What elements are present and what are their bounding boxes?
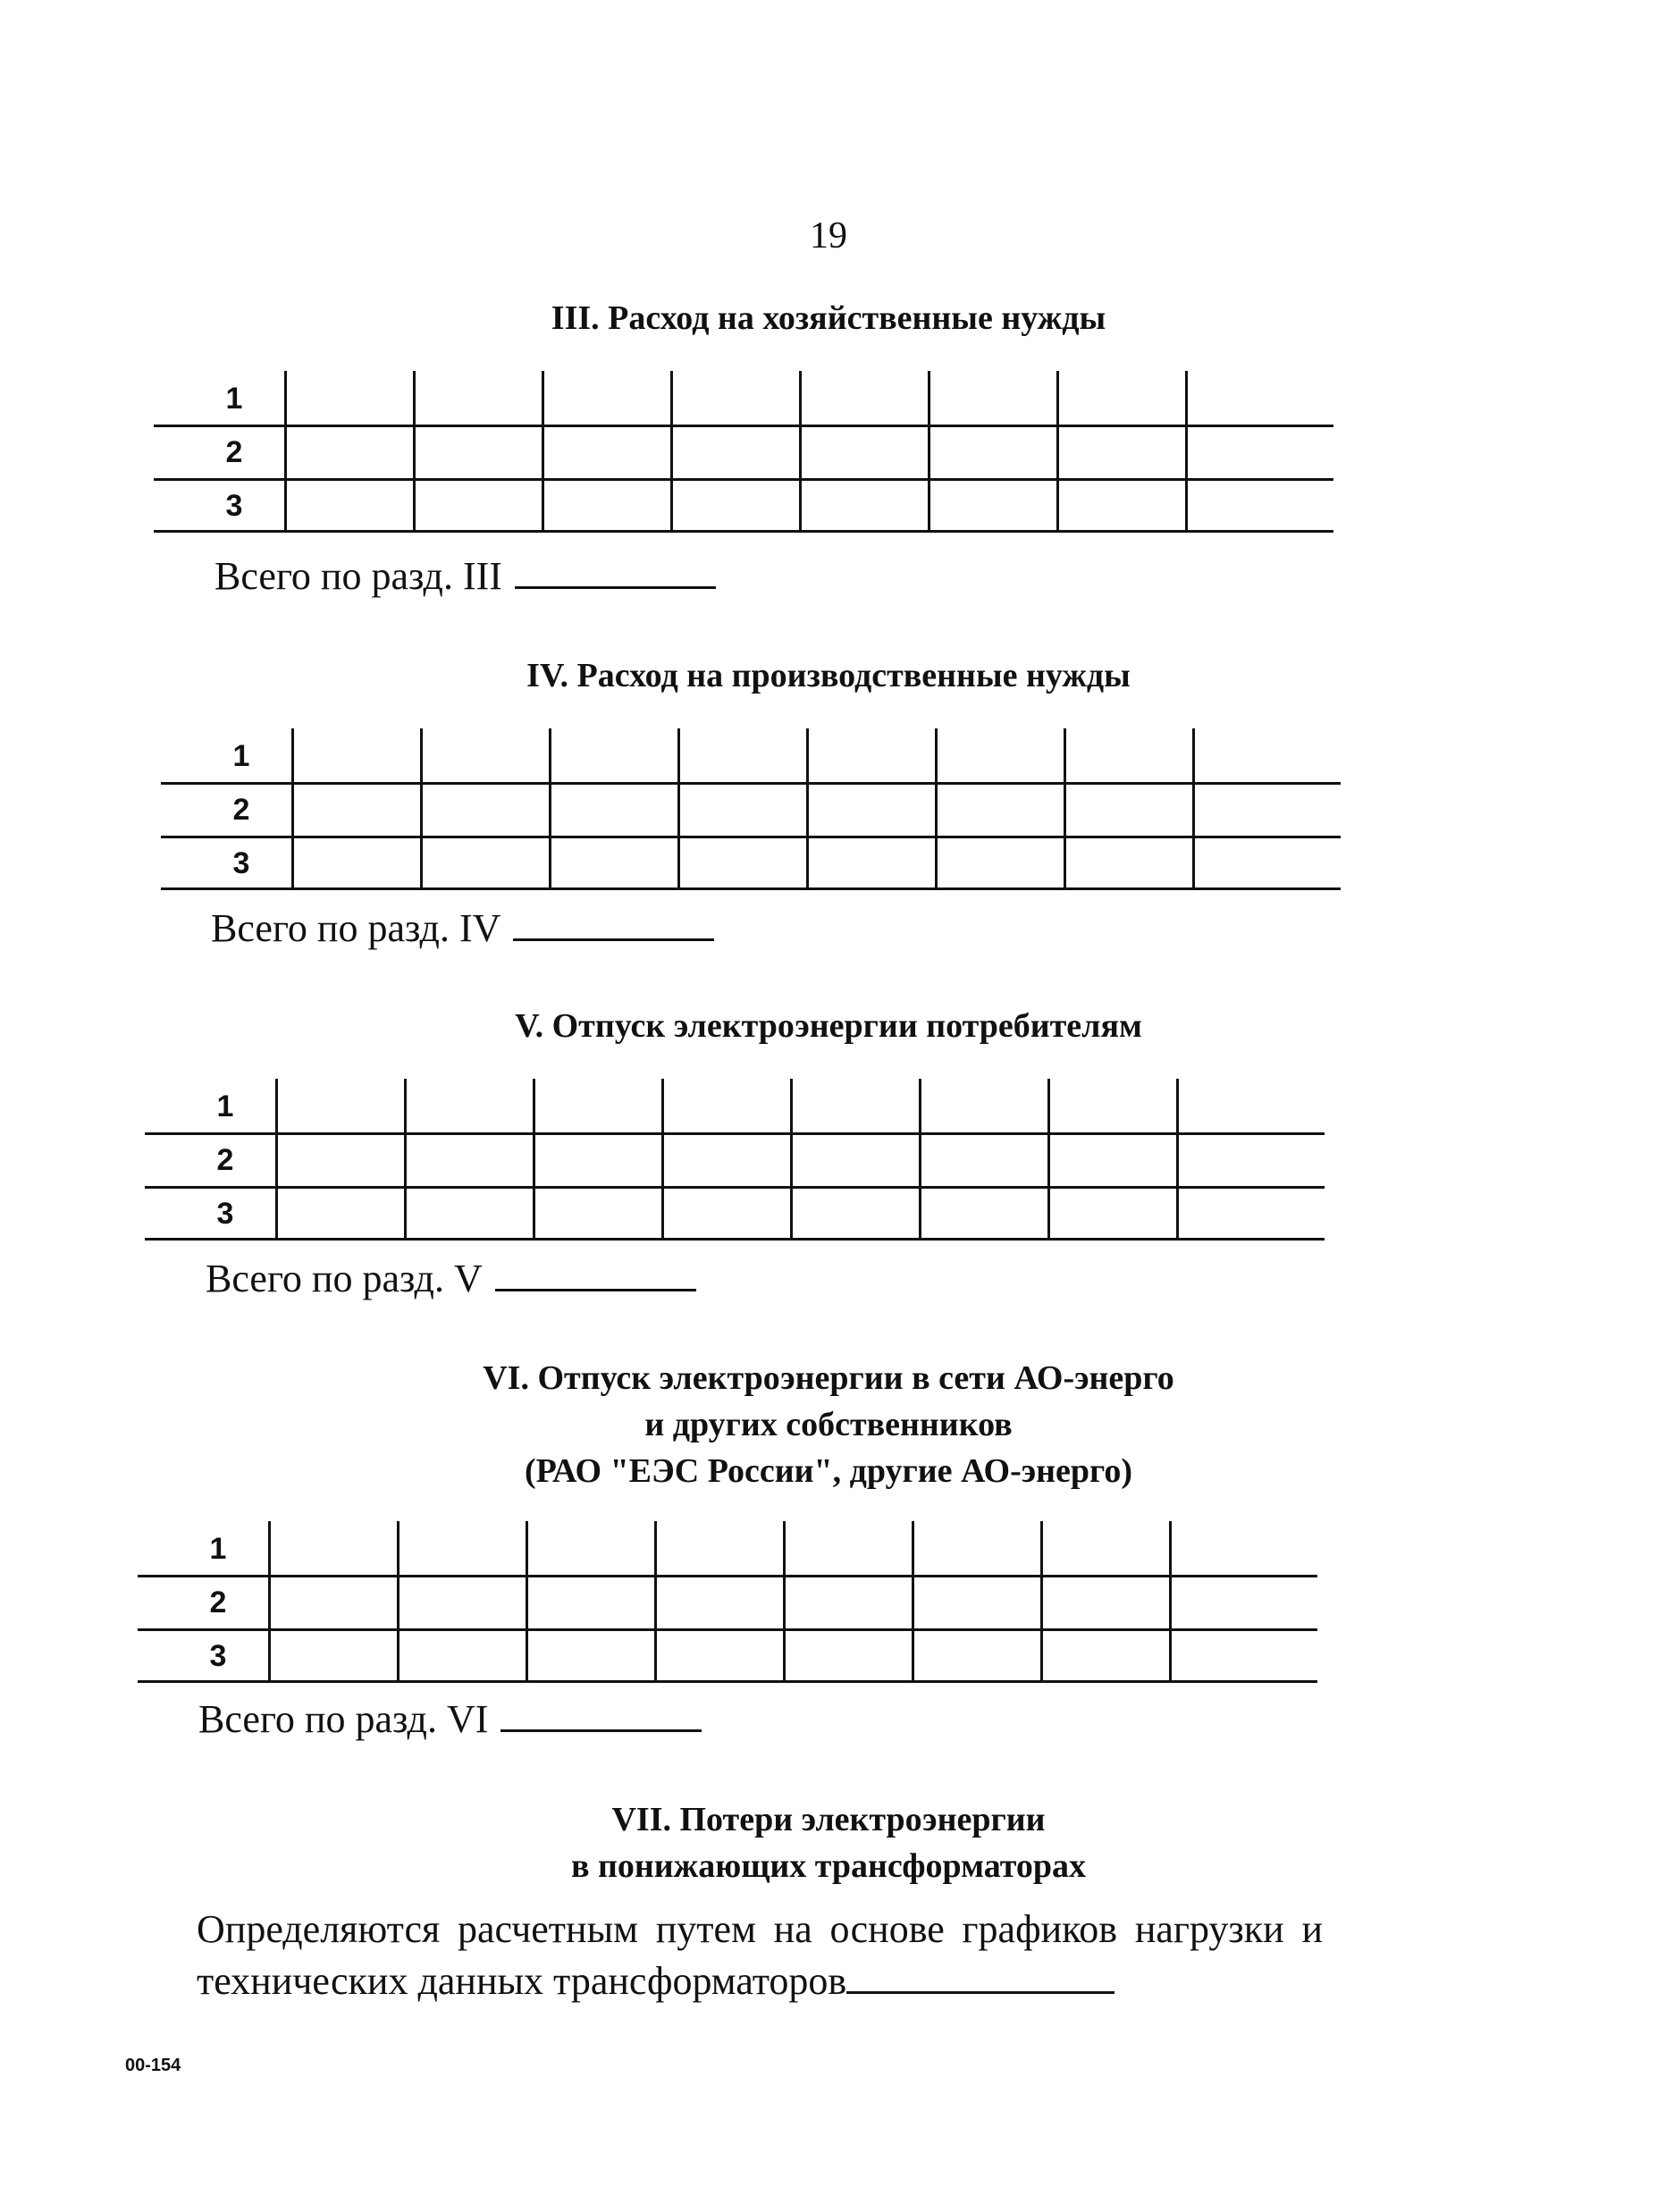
total-blank-field[interactable]	[515, 551, 716, 589]
section-7-text: Определяются расчетным путем на основе графиков нагрузки и технических данных трансформаторов	[197, 1907, 1323, 2003]
row-number: 3	[232, 846, 250, 880]
total-blank-field[interactable]	[513, 903, 714, 941]
total-label: Всего по разд. IV	[211, 906, 501, 950]
section-6-total	[198, 1694, 702, 1742]
section-7-blank-field[interactable]	[846, 1955, 1114, 1994]
row-number: 2	[232, 793, 250, 827]
section-5-table	[145, 1079, 1325, 1240]
row-number: 3	[225, 489, 243, 523]
row-number: 3	[209, 1639, 227, 1673]
row-number: 2	[209, 1585, 227, 1619]
row-number: 1	[216, 1089, 234, 1123]
section-6-title-line-1: VI. Отпуск электроэнергии в сети АО-энерго	[483, 1359, 1174, 1397]
page-number: 19	[810, 215, 847, 257]
section-3-title: III. Расход на хозяйственные нужды	[551, 299, 1106, 337]
section-5-title: V. Отпуск электроэнергии потребителям	[515, 1007, 1142, 1045]
section-7-title-line-1: VII. Потери электроэнергии	[611, 1801, 1046, 1838]
section-4-table	[161, 728, 1341, 889]
total-blank-field[interactable]	[495, 1253, 696, 1291]
row-number: 1	[225, 382, 243, 416]
row-number: 1	[209, 1532, 227, 1566]
section-3-table	[154, 371, 1333, 532]
section-7-title-line-2: в понижающих трансформаторах	[570, 1847, 1087, 1885]
total-label: Всего по разд. III	[214, 554, 502, 598]
total-label: Всего по разд. V	[206, 1257, 483, 1300]
row-number: 3	[216, 1197, 234, 1231]
section-6-title-line-3: (РАО "ЕЭС России", другие АО-энерго)	[524, 1452, 1133, 1490]
section-4-total	[211, 903, 714, 951]
total-label: Всего по разд. VI	[198, 1697, 489, 1741]
section-6-title-line-2: и других собственников	[644, 1406, 1013, 1443]
section-7-paragraph	[197, 1904, 1323, 2007]
section-6-table	[138, 1521, 1317, 1682]
total-blank-field[interactable]	[500, 1694, 702, 1732]
row-number: 2	[225, 435, 243, 469]
section-5-total	[206, 1253, 696, 1301]
section-3-total	[214, 551, 716, 599]
section-4-title: IV. Расход на производственные нужды	[526, 657, 1131, 694]
footer-code: 00-154	[125, 2056, 181, 2075]
row-number: 2	[216, 1143, 234, 1177]
row-number: 1	[232, 739, 250, 773]
